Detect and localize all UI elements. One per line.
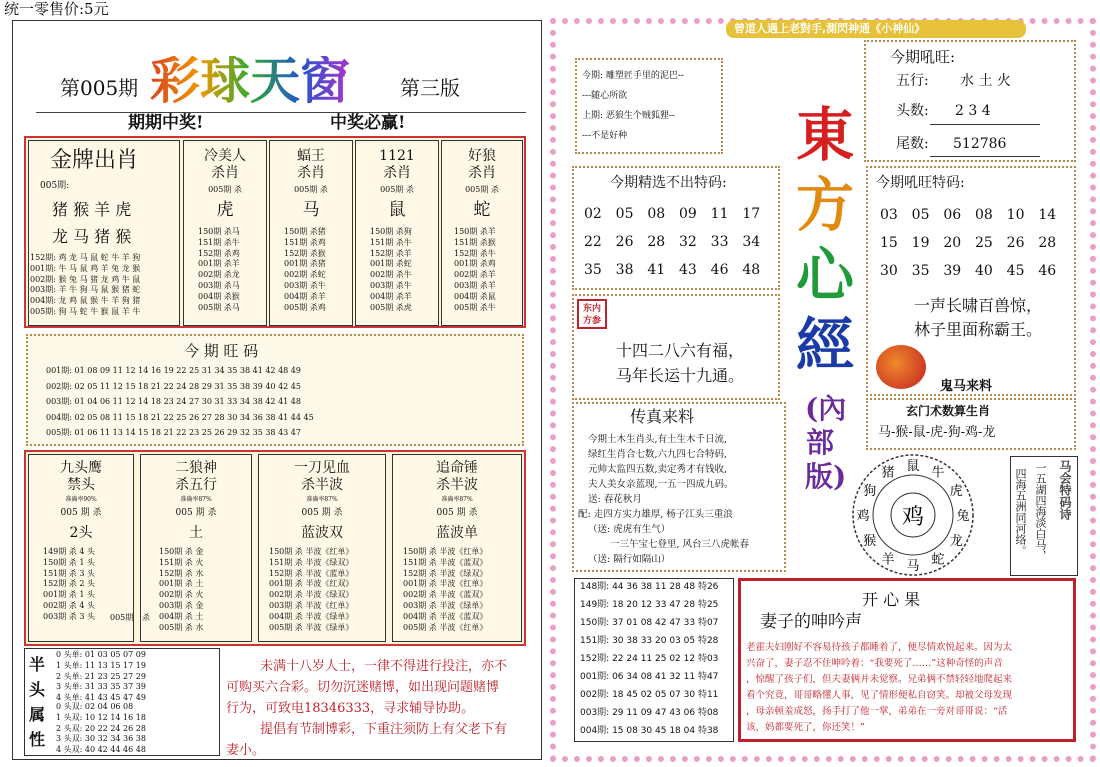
jinpai-line1: 猪 猴 羊 虎 [52,200,132,219]
chuanzhen-line: 绿红生肖合七数,六九四七合特码, [588,449,728,460]
col-row: 152期 杀猴 [284,248,326,258]
col-row: 001期 杀蛇 [370,259,412,269]
code-num: 33 [710,234,729,250]
box-row: 151期 杀 半波《蓝双》 [403,557,488,567]
box-subtitle: 禁头 [67,477,95,493]
history-row: 152期: 22 24 11 25 02 12 特03 [580,654,719,664]
col-row: 003期 杀牛 [284,280,326,290]
box-row: 002期 杀 半波《绿双》 [269,590,354,600]
zodiac-sign: 鸡 [856,509,870,524]
box-subtitle: 杀五行 [175,477,217,493]
code-num: 10 [1006,207,1025,223]
col-value: 虎 [216,200,234,220]
col-row: 005期 杀虎 [370,302,412,312]
box-sub: 005 期 杀 [301,508,343,518]
fortune-line-2: 马年长运十九通。 [616,366,745,385]
box-row: 004期 杀 半波《蓝双》 [403,611,488,621]
box-sub: 005 期 杀 [436,508,478,518]
col-sub: 005期 杀 [208,185,242,194]
kill-col-haolang [441,140,523,326]
wangma-title: 今 期 旺 码 [184,342,259,360]
weishu-underline [930,156,1040,157]
center-title [790,100,860,380]
kaixin-line: 兴奋了，妻子忍不住呻吟着：“我要死了……”这种奇怪的声音 [746,658,1003,669]
code-num: 28 [1038,235,1057,251]
box-title: 追命锤 [436,460,478,476]
slogan-a: 期期中奖! [128,113,204,133]
zodiac-sign: 鼠 [906,459,920,474]
col-row: 150期 杀羊 [454,227,496,236]
code-num: 48 [742,262,761,278]
box-row: 150期 杀 金 [159,547,204,556]
chuanzhen-lines [578,432,750,567]
title-char: 經 [795,311,854,379]
history-row: 149期: 18 20 12 33 47 28 特25 [580,600,719,610]
half-row: 3 头双: 30 32 34 36 38 [56,734,146,744]
history-row: 003期: 29 11 09 47 43 06 特08 [580,708,719,718]
half-row: 4 头双: 40 42 44 46 48 [56,745,146,755]
code-num: 05 [911,207,930,223]
col-row: 003期 杀马 [198,280,240,290]
box-row: 001期 杀 半波《红单》 [403,579,488,589]
title-char: 心 [795,241,854,309]
box-erlangshen [140,454,252,642]
kaixin-line: ，惊醒了孩子们，但夫妻俩并未觉察。兄弟俩不禁轻轻地爬起来 [746,674,1013,685]
kaixin-line: ，母亲顿羞成怒，扬手打了他一掌，弟弟在一旁对哥哥说：“活 [746,706,1008,717]
zodiac-sign: 狗 [863,484,877,499]
box-row: 152期 杀 2 头 [43,579,95,589]
history-row: 150期: 37 01 08 42 47 33 特07 [580,618,719,628]
box-row: 005期 杀 水 [159,622,204,632]
houwang-title: 今期吼旺特码: [876,175,965,191]
guima-label: 鬼马来料 [940,379,993,394]
jinpai-row: 002期: 猴 兔 马 猪 龙 鸡 牛 鼠 [30,274,141,284]
houwang-poem-2: 林子里面称霸王。 [914,320,1043,339]
history-row: 004期: 15 08 30 45 18 04 特38 [580,726,719,736]
box-row: 005期 杀 半波《红单》 [403,622,488,632]
code-num: 32 [678,234,697,250]
col-row: 151期 杀鸡 [284,237,326,247]
code-num: 41 [647,262,666,278]
xuanmen-value: 马-猴-鼠-虎-狗-鸡-龙 [878,425,996,440]
notice-line: 未满十八岁人士，一律不得进行投注，亦不 [260,659,508,674]
box-row: 003期 杀 半波《绿单》 [403,600,488,610]
box-value: 土 [189,525,203,541]
chuanzhen-line: 元帅太监四五数,卖定秀才有钱收, [588,464,728,475]
col-row: 004期 杀羊 [284,291,326,301]
toushu-underline [930,124,1040,125]
history-rows [580,583,718,745]
zodiac-sign: 马 [906,559,920,574]
half-row: 4 头单: 41 43 45 47 49 [56,693,146,703]
col-value: 蛇 [473,200,491,220]
box-title: 二狼神 [175,460,217,476]
box-row: 152期 杀 半波《绿双》 [403,568,488,578]
half-row: 0 头双: 02 04 06 08 [56,702,134,711]
box-extra: 杀 [142,613,150,622]
xuanmen-title: 玄门术数算生肖 [906,404,991,418]
code-num: 39 [943,263,962,279]
box-row: 152期 杀 水 [159,568,204,578]
chuanzhen-title: 传真来料 [630,407,695,426]
code-num: 02 [584,206,602,222]
chuanzhen-line: （送: 虎虎有生气） [588,524,671,535]
kaixin-subtitle: 妻子的呻吟声 [760,612,862,632]
code-num: 20 [943,235,962,251]
col-row: 004期 杀鼠 [454,291,496,301]
toushu-value: 2 3 4 [955,103,991,119]
kaixin-title: 开 心 果 [862,590,921,609]
zodiac-sign: 猴 [863,534,877,549]
box-sub: 005 期 杀 [175,508,217,518]
code-num: 19 [911,235,930,251]
notice-line: 提倡有节制博彩，下重注须防上有父老下有 [260,722,508,737]
code-num: 28 [647,234,666,250]
code-num: 15 [880,235,898,251]
col-row: 150期 杀狗 [370,227,412,236]
box-title: 一刀见血 [294,460,350,476]
col-row: 150期 杀马 [198,227,240,236]
code-num: 08 [974,207,993,223]
poem-lines [582,66,684,146]
box-row: 001期 杀 1 头 [43,590,95,600]
col-row: 150期 杀猪 [284,227,326,236]
retail-price: 统一零售价:5元 [4,0,109,18]
chuanzhen-line: 送: 春花秋月 [588,494,642,505]
slogan-b: 中奖必赢! [330,113,406,133]
houwang-grid [880,208,1070,278]
code-num: 03 [880,207,898,223]
box-rate: 准确率87% [306,496,338,503]
box-row: 151期 杀 半波《绿双》 [269,557,354,567]
box-rate: 准确率90% [65,496,97,503]
col-value: 马 [302,200,320,220]
notice-line: 行为，可致电18346333，寻求辅导协助。 [226,701,475,716]
brand-logo: 彩球天窗 [150,51,350,110]
box-extra: 005期 [110,613,134,622]
col-row: 002期 杀牛 [370,270,412,280]
code-num: 14 [1038,207,1057,223]
box-row: 002期 杀 4 头 [43,600,95,610]
code-num: 05 [615,206,634,222]
code-num: 22 [584,234,602,250]
box-row: 150期 杀 1 头 [43,557,95,567]
fortune-line-1: 十四二八六有福， [616,341,745,360]
code-num: 08 [647,206,666,222]
col-subtitle: 杀肖 [297,165,325,181]
chuanzhen-line: 今期土木生肖头,有土生木千日流, [588,434,728,445]
box-row: 150期 杀 半波《红单》 [269,547,354,556]
half-row: 1 头单: 11 13 15 17 19 [56,660,146,670]
wuxing-label: 五行: [896,73,929,89]
col-subtitle: 杀肖 [383,165,411,181]
box-row: 003期 杀 3 头 [43,611,95,621]
box-yidaojianxue [258,454,386,642]
code-num: 38 [615,262,634,278]
col-row: 151期 杀牛 [370,237,412,247]
box-subtitle: 杀半波 [301,477,343,493]
col-row: 001期 杀猪 [284,259,326,269]
kill-col-lengmeiren [183,140,267,326]
code-num: 46 [710,262,729,278]
box-sub: 005 期 杀 [60,508,102,518]
kaixin-line: 老霍夫妇刚好不容易待孩子都睡着了，便尽情欢悦起来。因为太 [746,642,1013,653]
half-row: 1 头双: 10 12 14 16 18 [56,712,146,722]
code-num: 45 [1006,263,1025,279]
box-row: 152期 杀 半波《蓝单》 [269,568,354,578]
code-num: 11 [710,206,729,222]
notice-line: 可购买六合彩。切勿沉迷赌博，如出现问题赌博 [226,680,500,695]
box-value: 蓝波双 [301,525,343,541]
jinpai-row: 152期: 鸡 龙 马 鼠 蛇 牛 羊 狗 [30,253,141,262]
issue-number: 第005期 [60,76,139,100]
code-num: 26 [615,234,634,250]
header-rule [36,112,526,113]
col-value: 鼠 [388,200,406,220]
box-row: 002期 杀 火 [159,590,204,600]
history-row: 148期: 44 36 38 11 28 48 特26 [580,582,719,592]
col-row: 002期 杀羊 [454,270,496,280]
zodiac-sign: 兔 [956,509,970,524]
wangma-row: 004期: 02 05 08 11 15 18 21 22 25 26 27 28 30 34 36 38 41 44 45 [46,412,314,422]
box-row: 151期 杀 火 [159,557,204,567]
chuanzhen-line: （送: 隔行如隔山） [588,554,671,565]
col-sub: 005期 杀 [465,185,499,194]
col-sub: 005期 杀 [380,185,414,194]
col-row: 002期 杀龙 [198,270,240,280]
half-head-label: 半头属性 [28,655,45,749]
wangma-rows [46,367,314,445]
half-row: 0 头单: 01 03 05 07 09 [56,650,146,659]
center-subtitle: (內部版) [805,392,847,493]
col-row: 152期 杀鸡 [198,248,240,258]
history-row: 001期: 06 34 08 41 32 11 特47 [580,672,719,682]
kaixin-line: 该，妈都要死了，你还笑！” [746,722,865,733]
col-row: 003期 杀羊 [454,280,496,290]
box-row: 003期 杀 半波《红单》 [269,600,354,610]
weishu-label: 尾数: [896,136,929,152]
wangma-row: 002期: 02 05 11 12 15 18 21 22 24 28 29 31 35 38 39 40 42 45 [46,381,301,391]
code-num: 35 [584,262,602,278]
history-row: 151期: 30 38 33 20 03 05 特28 [580,636,719,646]
col-row: 152期 杀羊 [370,248,412,258]
zodiac-sign: 龙 [949,534,963,549]
kill-col-bianfu [269,140,353,326]
jinpai-title: 金牌出肖 [50,148,139,173]
kaixin-body [746,640,1012,736]
poem-line: ---不是好种 [582,131,628,141]
code-num: 40 [974,263,993,279]
tiger-icon [876,345,926,389]
code-num: 26 [1006,235,1025,251]
code-num: 46 [1038,263,1057,279]
box-row: 003期 杀 金 [159,600,204,610]
col-row: 004期 杀羊 [370,291,412,301]
zodiac-sign: 羊 [881,552,895,568]
kaixin-line: 看个究竟，哥哥略懂人事，见了情形便私自窃笑。却被父母发现 [746,690,1013,701]
jinpai-row: 003期: 羊 牛 狗 马 鼠 猴 猪 蛇 [30,285,141,295]
col-row: 004期 杀猴 [198,291,240,301]
notice-line: 妻小。 [226,743,266,758]
col-row: 005期 杀鸡 [284,302,326,312]
jinpai-line2: 龙 马 猪 猴 [52,227,132,246]
title-char: 東 [795,101,854,169]
col-title: 蝠王 [297,148,325,164]
houwang-poem-1: 一声长啸百兽惊， [914,296,1043,315]
col-title: 冷美人 [204,148,246,164]
col-subtitle: 杀肖 [211,165,239,181]
col-row: 001期 杀羊 [198,259,240,269]
code-num: 35 [911,263,930,279]
box-row: 004期 杀 半波《绿单》 [269,611,354,621]
code-num: 43 [678,262,697,278]
col-row: 151期 杀猴 [454,237,496,247]
box-row: 150期 杀 半波《红单》 [403,547,488,556]
box-row: 151期 杀 3 头 [43,568,95,578]
col-row: 151期 杀牛 [198,237,240,247]
tegui-title: 马会特码诗 [1058,460,1072,520]
box-value: 2头 [69,525,93,541]
wuxing-value: 水 土 火 [960,73,1011,89]
box-row: 001期 杀 半波《红双》 [269,579,354,589]
box-row: 004期 杀 土 [159,611,204,621]
box-row: 149期 杀 4 头 [43,547,95,556]
col-title: 好狼 [468,148,496,164]
half-row: 2 头单: 21 23 25 27 29 [56,671,146,681]
wangma-row: 003期: 01 04 06 11 12 14 18 23 24 27 30 31 33 34 38 42 41 48 [46,397,301,406]
jingxuan-grid [584,207,774,277]
chuanzhen-line: 配: 走四方实力雄厚, 杨子江头三重浪 [578,509,733,520]
kill-col-1121 [355,140,439,326]
col-row: 005期 杀马 [198,302,240,312]
code-num: 34 [742,234,761,250]
half-row: 3 头单: 31 33 35 37 39 [56,682,146,692]
code-num: 06 [943,207,962,223]
box-value: 蓝波单 [436,525,478,541]
poem-line: ---随心所欲 [582,91,628,101]
half-head-top [56,650,146,704]
box-row: 002期 杀 半波《蓝双》 [403,590,488,600]
poem-vertical-2: 一五湖四海淡白马， [1034,462,1047,561]
weishu-value: 512786 [953,136,1007,152]
box-zhuimingchui [392,454,522,642]
jinpai-issue: 005期: [40,181,70,191]
box-rate: 准确率87% [180,496,212,503]
col-row: 005期 杀牛 [454,302,496,312]
jinpai-row: 004期: 龙 鸡 鼠 猴 牛 羊 狗 猪 [30,296,141,306]
zodiac-sign: 蛇 [931,552,945,568]
zodiac-sign: 虎 [949,484,963,499]
zodiac-center: 鸡 [901,505,925,530]
poem-vertical-1: 四海五洲同河络。 [1014,468,1027,556]
wangma-row: 001期: 01 08 09 11 12 14 16 19 22 25 31 34 35 38 41 42 48 49 [46,366,301,375]
jinpai-row: 001期: 牛 马 鼠 鸡 羊 兔 龙 猴 [30,263,141,273]
box-title: 九头鹰 [60,460,102,476]
title-char: 方 [795,171,854,239]
chuanzhen-line: 夫人美女亲蓝现,一五一四成九码。 [588,479,734,490]
code-num: 25 [974,235,993,251]
houwang-info-title: 今期吼旺: [890,48,956,66]
zodiac-sign: 牛 [931,465,945,481]
jingxuan-title: 今期精选不出特码: [610,175,727,191]
poem-line: 上期: 恶狼生个贼狐狸-- [582,111,675,121]
col-row: 002期 杀蛇 [284,270,326,280]
notice-text [226,656,507,761]
col-subtitle: 杀肖 [468,165,496,181]
poem-line: 今期: 雕塑匠手里的泥巴-- [582,71,684,81]
wangma-row: 005期: 01 06 11 13 14 15 18 21 22 23 25 26 29 32 35 38 43 47 [46,428,301,437]
zodiac-sign: 猪 [881,465,895,481]
toushu-label: 头数: [896,103,929,119]
code-num: 30 [880,263,898,279]
zodiac-wheel [848,450,978,580]
jinpai-row: 005期: 狗 马 蛇 牛 猴 鼠 羊 牛 [30,306,141,316]
history-row: 002期: 18 45 02 05 07 30 特11 [580,690,719,700]
code-num: 09 [678,206,697,222]
box-subtitle: 杀半波 [436,477,478,493]
jinpai-history [30,253,180,318]
half-head-bottom [56,702,146,756]
half-row: 2 头双: 20 22 24 26 28 [56,723,146,733]
box-row: 005期 杀 半波《绿单》 [269,622,354,632]
edition-label: 第三版 [400,76,460,100]
banner-text: 曾道人遇上老對手,測閃神通《小神仙》 [734,22,926,35]
code-num: 17 [742,206,761,222]
col-row: 152期 杀牛 [454,248,496,258]
stamp: 东内方参 [577,299,607,329]
col-title: 1121 [379,148,415,164]
col-sub: 005期 杀 [294,185,328,194]
col-row: 003期 杀牛 [370,280,412,290]
box-rate: 准确率87% [441,496,473,503]
box-row: 001期 杀 土 [159,579,204,589]
col-row: 001期 杀鸡 [454,259,496,269]
chuanzhen-line: 一三午宝七登里, 风台三八虎帐春 [610,539,750,550]
